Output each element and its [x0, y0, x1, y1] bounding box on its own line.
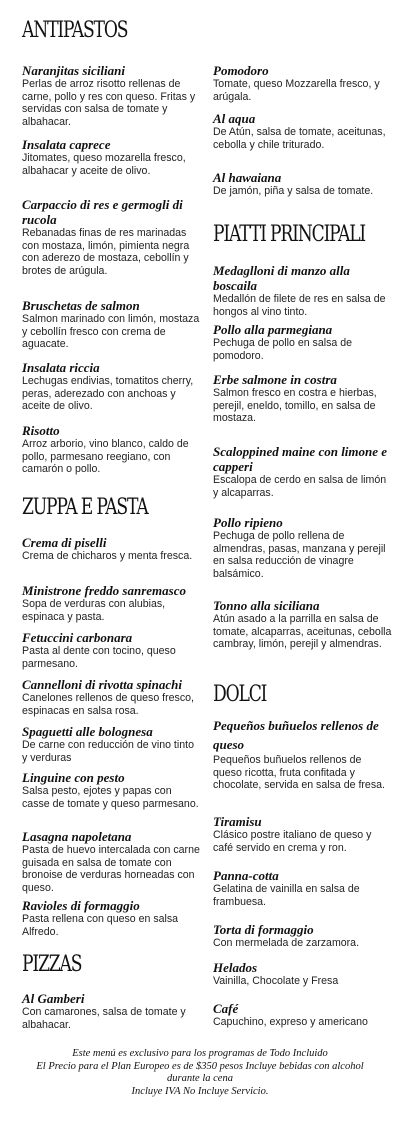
- menu-item: [213, 263, 393, 318]
- item-name: Lasagna napoletana: [22, 829, 132, 844]
- item-name: Tonno alla siciliana: [213, 598, 320, 613]
- menu-item: [213, 372, 393, 425]
- item-name: Insalata caprece: [22, 137, 111, 152]
- menu-item: [213, 170, 393, 198]
- item-name: Ravioles di formaggio: [22, 898, 140, 913]
- item-name: Bruschetas de salmon: [22, 298, 140, 313]
- menu-item: [22, 298, 202, 351]
- item-description: Salmon fresco en costra e hierbas, perejil, eneldo, tomillo, en salsa de mostaza.: [213, 387, 377, 425]
- item-description: Con mermelada de zarzamora.: [213, 937, 360, 949]
- item-description: Salmon marinado con limón, mostaza y cebollín fresco con crema de aguacate.: [22, 313, 200, 351]
- item-name: Tiramisu: [213, 814, 262, 829]
- menu-item: [22, 630, 202, 670]
- item-name: Pollo ripieno: [213, 515, 283, 530]
- item-description: Arroz arborio, vino blanco, caldo de pollo, parmesano reegiano, con camarón o pollo.: [22, 438, 189, 476]
- menu-item: [22, 991, 202, 1031]
- menu-item: [22, 423, 202, 476]
- item-description: Pasta rellena con queso en salsa Alfredo.: [22, 913, 179, 938]
- menu-item: [22, 677, 202, 717]
- menu-item: [22, 137, 202, 177]
- item-description: Lechugas endivias, tomatitos cherry, peras, aderezado con anchoas y aceite de olivo.: [22, 375, 194, 413]
- menu-item: [213, 868, 393, 908]
- item-description: Gelatina de vainilla en salsa de frambuesa.: [213, 883, 360, 908]
- item-description: Pequeños buñuelos rellenos de queso ricotta, fruta confitada y chocolate, servida en salsa de fresa.: [213, 754, 385, 792]
- menu-item: [213, 1001, 393, 1029]
- section-dolci: [213, 682, 393, 707]
- footer-line: Este menú es exclusivo para los programas de Todo Incluido: [72, 1048, 328, 1059]
- item-description: Sopa de verduras con alubias, espinaca y pasta.: [22, 598, 166, 623]
- item-description: Clásico postre italiano de queso y café servido en crema y ron.: [213, 829, 372, 854]
- item-description: Rebanadas finas de res marinadas con mostaza, limón, pimienta negra con aderezo de mostaza, cebollín y brotes de arúgula.: [22, 227, 190, 277]
- item-description: Con camarones, salsa de tomate y albahacar.: [22, 1006, 186, 1031]
- section-pizzas: [22, 952, 202, 977]
- menu-item: [213, 814, 393, 854]
- item-name: Pomodoro: [213, 63, 269, 78]
- section-title: ZUPPA E PASTA: [22, 495, 148, 520]
- item-name: Panna-cotta: [213, 868, 279, 883]
- item-name: Ministrone freddo sanremasco: [22, 583, 186, 598]
- section-zuppa-e-pasta: [22, 495, 202, 520]
- menu-item: [22, 829, 202, 894]
- item-name: Erbe salmone in costra: [213, 372, 337, 387]
- item-name: Spaguetti alle bolognesa: [22, 724, 153, 739]
- item-name: Pollo alla parmegiana: [213, 322, 333, 337]
- item-description: Tomate, queso Mozzarella fresco, y arúgala.: [213, 78, 380, 103]
- footer-line: durante la cena: [167, 1073, 233, 1084]
- item-name: Crema di piselli: [22, 535, 107, 550]
- item-description: Escalopa de cerdo en salsa de limón y alcaparras.: [213, 474, 387, 499]
- item-name: Risotto: [22, 423, 60, 438]
- item-description: De carne con reducción de vino tinto y verduras: [22, 739, 194, 764]
- item-description: De jamón, piña y salsa de tomate.: [213, 185, 374, 197]
- item-name: Naranjitas siciliani: [22, 63, 125, 78]
- section-title: DOLCI: [213, 682, 267, 707]
- footer-line: Incluye IVA No Incluye Servicio.: [131, 1085, 269, 1097]
- item-description: Pechuga de pollo rellena de almendras, pasas, manzana y perejil en salsa reducción de vinagre balsámico.: [213, 530, 386, 580]
- item-description: Atún asado a la parrilla en salsa de tomate, alcaparras, aceitunas, cebolla cambray, limón, perejil y almendras.: [213, 613, 392, 651]
- section-title: PIZZAS: [22, 952, 82, 977]
- menu-item: [213, 960, 393, 988]
- item-name: Al Gamberi: [22, 991, 85, 1006]
- section-antipastos: [22, 18, 202, 43]
- menu-item: [22, 197, 202, 277]
- section-title: PIATTI PRINCIPALI: [213, 222, 366, 247]
- menu-footer-note: [0, 1048, 400, 1098]
- menu-item: [213, 515, 393, 580]
- menu-item: [213, 922, 393, 950]
- item-description: Vainilla, Chocolate y Fresa: [213, 975, 339, 987]
- item-name: Pequeños buñuelos rellenos de queso: [213, 718, 379, 752]
- item-description: De Atún, salsa de tomate, aceitunas, cebolla y chile triturado.: [213, 126, 386, 151]
- item-name: Scaloppined maine con limone e capperi: [213, 444, 388, 474]
- menu-item: [213, 322, 393, 362]
- menu-item: [22, 535, 202, 563]
- item-name: Cannelloni di rivotta spinachi: [22, 677, 183, 692]
- menu-item: [213, 63, 393, 103]
- item-name: Helados: [213, 960, 258, 975]
- menu-item: [213, 444, 393, 499]
- section-title: ANTIPASTOS: [22, 18, 128, 43]
- item-name: Linguine con pesto: [22, 770, 125, 785]
- menu-item: [213, 716, 393, 792]
- item-name: Café: [213, 1001, 239, 1016]
- item-name: Al hawaiana: [213, 170, 282, 185]
- section-piatti-principali: [213, 222, 393, 247]
- menu-item: [22, 898, 202, 938]
- item-name: Medaglloni di manzo alla boscaila: [213, 263, 350, 293]
- item-name: Fetuccini carbonara: [22, 630, 133, 645]
- item-description: Pasta de huevo intercalada con carne guisada en salsa de tomate con bronoise de verduras horneadas con queso.: [22, 844, 200, 894]
- item-description: Jitomates, queso mozarella fresco, albahacar y aceite de olivo.: [22, 152, 186, 177]
- item-name: Torta di formaggio: [213, 922, 314, 937]
- menu-item: [213, 111, 393, 151]
- item-description: Canelones rellenos de queso fresco, espinacas en salsa rosa.: [22, 692, 194, 717]
- item-description: Pechuga de pollo en salsa de pomodoro.: [213, 337, 353, 362]
- item-description: Crema de chicharos y menta fresca.: [22, 550, 193, 562]
- item-name: Insalata riccia: [22, 360, 100, 375]
- footer-line: El Precio para el Plan Europeo es de $350 pesos Incluye bebidas con alcohol: [36, 1060, 364, 1072]
- item-name: Carpaccio di res e germogli di rucola: [22, 197, 183, 227]
- menu-item: [22, 770, 202, 810]
- menu-item: [213, 598, 393, 651]
- item-description: Perlas de arroz risotto rellenas de carne, pollo y res con queso. Fritas y servidas con salsa de tomate y albahacar.: [22, 78, 196, 128]
- menu-item: [22, 724, 202, 764]
- menu-item: [22, 583, 202, 623]
- item-description: Salsa pesto, ejotes y papas con casse de tomate y queso parmesano.: [22, 785, 199, 810]
- menu-item: [22, 63, 202, 128]
- item-description: Capuchino, expreso y americano: [213, 1016, 368, 1028]
- menu-item: [22, 360, 202, 413]
- item-description: Pasta al dente con tocino, queso parmesano.: [22, 645, 176, 670]
- item-description: Medallón de filete de res en salsa de hongos al vino tinto.: [213, 293, 386, 318]
- item-name: Al aqua: [213, 111, 256, 126]
